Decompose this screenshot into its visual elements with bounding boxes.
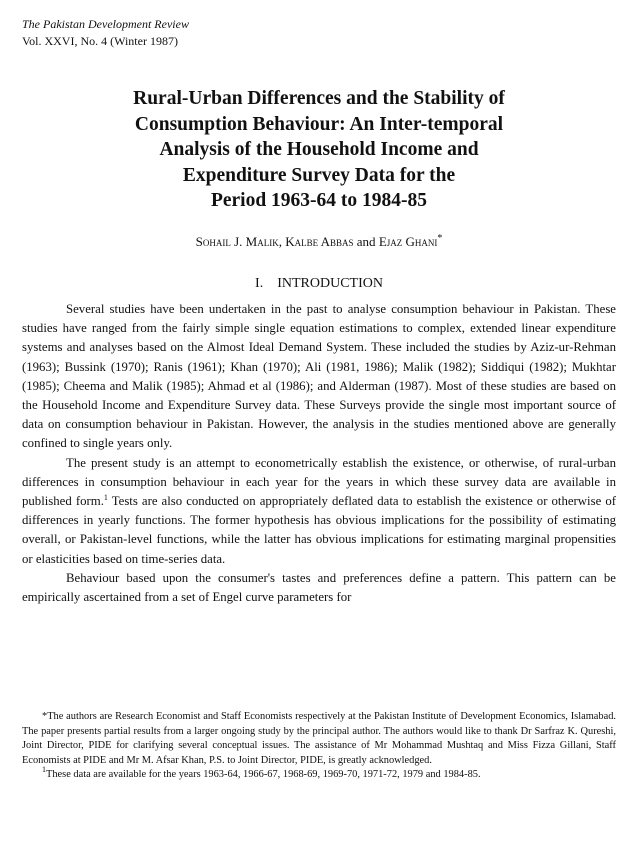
- title-line: Rural-Urban Differences and the Stability of: [133, 88, 505, 109]
- journal-name: The Pakistan Development Review: [22, 17, 189, 31]
- section-number: I.: [255, 276, 264, 291]
- section-heading: [0, 276, 638, 292]
- footnote-text: The authors are Research Economist and Staff Economists respectively at the Pakistan Institute of Development Economics, Islamabad. The paper presents partial results from a larger ongoing study by the principal author. The authors would like to thank Dr Sarfraz K. Qureshi, Joint Director, PIDE for clarifying several conceptual issues. The assistance of Mr Mohammad Mushtaq and Miss Fizza Gillani, Staff Economists at PIDE and Mr M. Afsar Khan, P.S. to Joint Director, PIDE, is greatly acknowledged.: [22, 711, 616, 766]
- author-line: [0, 231, 638, 250]
- footnote: [22, 710, 616, 768]
- title-line: Consumption Behaviour: An Inter-temporal: [134, 113, 504, 135]
- author-separator: and: [353, 234, 379, 249]
- title-line: Expenditure Survey Data for the: [182, 164, 456, 186]
- author-separator: ,: [278, 234, 286, 249]
- author-name: Ejaz Ghani: [378, 234, 438, 249]
- footnote-marker: 1: [42, 765, 46, 775]
- paragraph-text: The present study is an attempt to econometrically establish the existence, or otherwise, of rural-urban differences in consumption behaviour in each year for the years in which these survey data are available in published form.: [22, 455, 616, 509]
- paragraph-text: Tests are also conducted on appropriately deflated data to establish the existence or otherwise of differences in yearly functions. The former hypothesis has obvious implications for the possibility of estimating overall, or Pakistan-level functions, while the latter has obvious implications for estimating marginal propensities or elasticities based on time-series data.: [22, 494, 616, 566]
- footnote-text: These data are available for the years 1963-64, 1966-67, 1968-69, 1969-70, 1971-72, 1979 and 1984-85.: [46, 769, 481, 781]
- paper-title: [0, 86, 638, 214]
- author-name: Kalbe Abbas: [285, 234, 354, 249]
- footnote: [22, 765, 616, 783]
- journal-header: [22, 16, 189, 50]
- footnote-reference: 1: [103, 493, 108, 503]
- paragraph: [22, 454, 616, 569]
- paragraph: Several studies have been undertaken in the past to analyse consumption behaviour in Pakistan. These studies have ranged from the fairly simple single equation estimations to complex, extended linear expenditure systems and analyses based on the Almost Ideal Demand System. These included the studies by Aziz-ur-Rehman (1963); Bussink (1970); Ranis (1961); Khan (1970); Ali (1981, 1986); Malik (1982); Siddiqui (1982); Mukhtar (1985); Cheema and Malik (1985); Ahmad et al (1986); and Alderman (1987). Most of these studies are based on the Household Income and Expenditure Survey data. These Surveys provide the single most important source of data on consumption behaviour in Pakistan. However, the analysis in the studies mentioned above are generally confined to single years only.: [22, 302, 616, 451]
- footnote-marker: *: [42, 711, 48, 722]
- journal-volume: Vol. XXVI, No. 4 (Winter 1987): [22, 34, 178, 48]
- author-name: Sohail J. Malik: [195, 234, 279, 249]
- section-title: INTRODUCTION: [277, 276, 383, 291]
- footnotes: [22, 710, 616, 783]
- title-line: Analysis of the Household Income and: [159, 139, 479, 160]
- body-text: [22, 300, 616, 607]
- title-line: Period 1963-64 to 1984-85: [210, 190, 428, 211]
- author-footnote-marker: *: [437, 233, 443, 244]
- paragraph: Behaviour based upon the consumer's tastes and preferences define a pattern. This pattern can be empirically ascertained from a set of Engel curve parameters for: [22, 570, 616, 605]
